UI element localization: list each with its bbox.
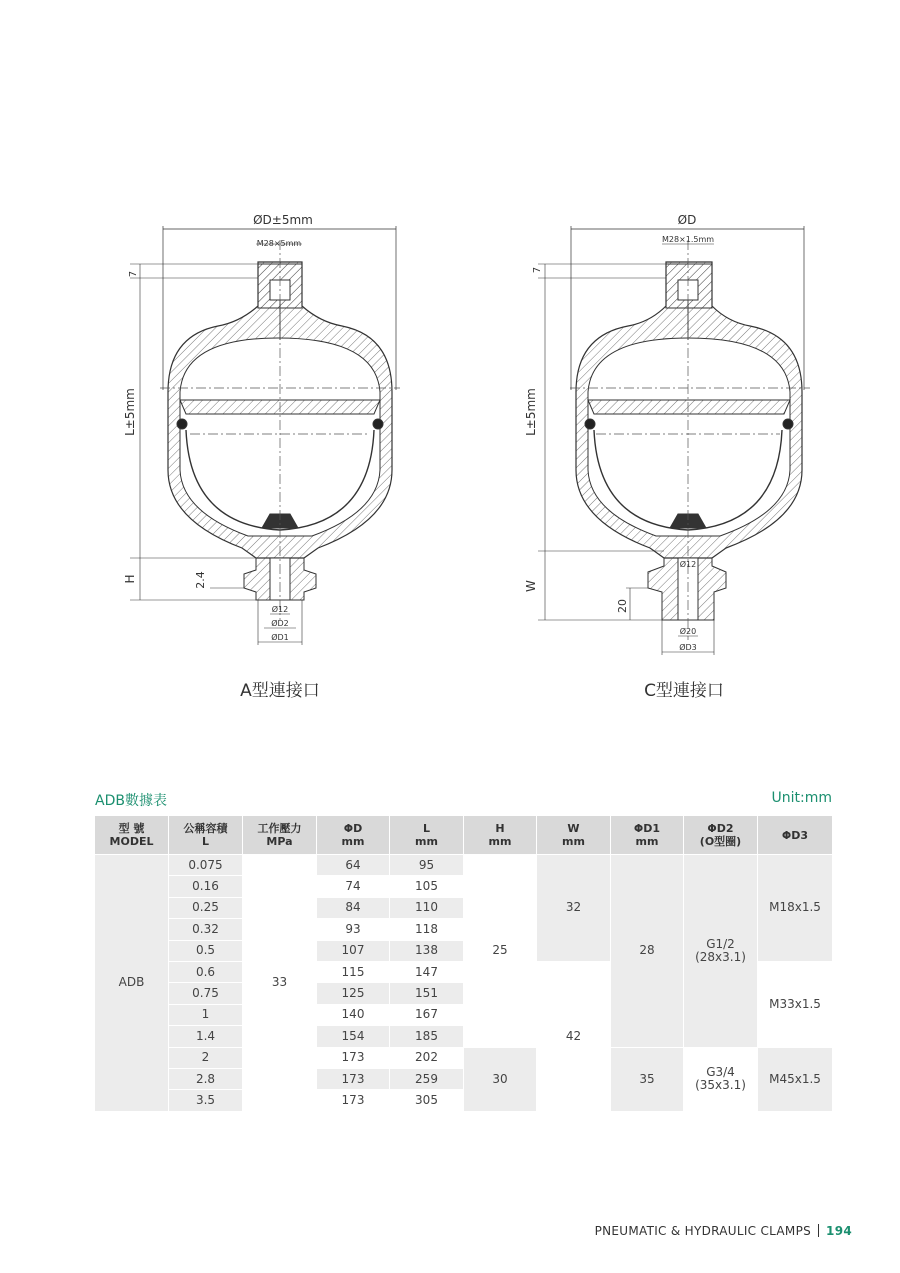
od-cell: 125 [317, 983, 390, 1004]
table-row [95, 1047, 833, 1068]
c-length-label: L±5mm [524, 388, 538, 436]
od-cell: 173 [317, 1090, 390, 1111]
d1-cell: 28 [611, 855, 684, 1048]
c-od-label: ØD [677, 213, 697, 227]
volume-cell: 0.16 [169, 876, 243, 897]
d1-cell: 35 [611, 1047, 684, 1111]
volume-cell: 0.5 [169, 940, 243, 961]
od-cell: 140 [317, 1004, 390, 1025]
table-title: ADB數據表 [95, 793, 167, 809]
adb-spec-table [94, 815, 833, 1112]
od-cell: 173 [317, 1068, 390, 1089]
h-cell: 25 [464, 855, 537, 1048]
l-cell: 118 [390, 919, 464, 940]
header-w: W mm [537, 816, 611, 855]
volume-cell: 0.25 [169, 897, 243, 918]
od-cell: 93 [317, 919, 390, 940]
d2-cell: G3/4 (35x3.1) [684, 1047, 758, 1111]
l-cell: 105 [390, 876, 464, 897]
a-top-dim: 7 [128, 270, 139, 278]
c-type-drawing [538, 226, 810, 655]
table-row [95, 855, 833, 876]
l-cell: 110 [390, 897, 464, 918]
volume-cell: 2.8 [169, 1068, 243, 1089]
d2-cell: G1/2 (28x3.1) [684, 855, 758, 1048]
volume-cell: 1 [169, 1004, 243, 1025]
a-length-label: L±5mm [123, 388, 137, 436]
d3-cell: M33x1.5 [758, 961, 833, 1047]
a-h-label: H [123, 574, 137, 584]
c-type-caption: C型連接口 [644, 681, 724, 701]
w-cell: 32 [537, 855, 611, 962]
header-model: 型 號 MODEL [95, 816, 169, 855]
pressure-cell: 33 [243, 855, 317, 1112]
a-bore-label: Ø12 [271, 605, 289, 614]
page-footer [595, 1224, 852, 1238]
a-type-drawing [130, 226, 400, 645]
d3-cell: M45x1.5 [758, 1047, 833, 1111]
od-cell: 74 [317, 876, 390, 897]
d3-cell: M18x1.5 [758, 855, 833, 962]
l-cell: 95 [390, 855, 464, 876]
l-cell: 185 [390, 1026, 464, 1047]
od-cell: 84 [317, 897, 390, 918]
od-cell: 107 [317, 940, 390, 961]
volume-cell: 0.32 [169, 919, 243, 940]
l-cell: 151 [390, 983, 464, 1004]
c-small-dim: 20 [616, 599, 629, 613]
volume-cell: 0.75 [169, 983, 243, 1004]
volume-cell: 1.4 [169, 1026, 243, 1047]
l-cell: 167 [390, 1004, 464, 1025]
volume-cell: 2 [169, 1047, 243, 1068]
a-thread-label: M28×5mm [256, 239, 302, 248]
a-od-label: ØD±5mm [253, 213, 313, 227]
od-cell: 173 [317, 1047, 390, 1068]
w-cell: 42 [537, 961, 611, 1111]
footer-separator [818, 1224, 819, 1237]
a-d1-label: ØD1 [271, 633, 289, 642]
volume-cell: 0.6 [169, 961, 243, 982]
h-cell: 30 [464, 1047, 537, 1111]
od-cell: 64 [317, 855, 390, 876]
page-number: 194 [826, 1224, 852, 1238]
header-od: ΦD mm [317, 816, 390, 855]
header-d1: ΦD1 mm [611, 816, 684, 855]
od-cell: 115 [317, 961, 390, 982]
l-cell: 259 [390, 1068, 464, 1089]
l-cell: 138 [390, 940, 464, 961]
c-bore-label: Ø12 [679, 560, 697, 569]
l-cell: 202 [390, 1047, 464, 1068]
footer-text: PNEUMATIC & HYDRAULIC CLAMPS [594, 1224, 812, 1238]
header-l: L mm [390, 816, 464, 855]
volume-cell: 0.075 [169, 855, 243, 876]
header-d2: ΦD2 (O型圈) [684, 816, 758, 855]
table-header-row [95, 816, 833, 855]
c-thread-label: M28×1.5mm [661, 235, 715, 244]
model-cell: ADB [95, 855, 169, 1112]
technical-drawing [0, 180, 900, 720]
a-d2-label: ØD2 [271, 619, 289, 628]
volume-cell: 3.5 [169, 1090, 243, 1111]
header-pressure: 工作壓力 MPa [243, 816, 317, 855]
l-cell: 147 [390, 961, 464, 982]
a-small-dim: 2.4 [194, 571, 207, 589]
unit-label: Unit:mm [771, 790, 832, 806]
header-d3: ΦD3 [758, 816, 833, 855]
od-cell: 154 [317, 1026, 390, 1047]
header-volume: 公稱容積 L [169, 816, 243, 855]
c-w-label: W [524, 580, 538, 592]
c-top-dim: 7 [532, 266, 543, 274]
c-d3-label: ØD3 [679, 643, 697, 652]
header-h: H mm [464, 816, 537, 855]
c-d20-label: Ø20 [679, 627, 697, 636]
l-cell: 305 [390, 1090, 464, 1111]
a-type-caption: A型連接口 [240, 681, 320, 701]
